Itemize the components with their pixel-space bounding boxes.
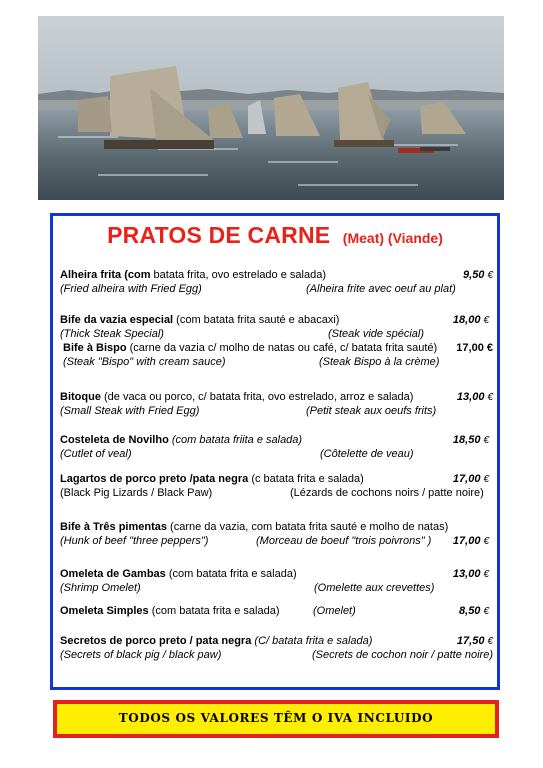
item-english: (Thick Steak Special): [60, 328, 164, 340]
item-french: (Côtelette de veau): [320, 448, 414, 460]
item-english: (Black Pig Lizards / Black Paw): [60, 487, 213, 499]
item-french: (Alheira frite avec oeuf au plat): [306, 283, 456, 295]
item-name: Bife da vazia especial: [60, 314, 174, 326]
item-french: (Lézards de cochons noirs / patte noire): [290, 487, 484, 499]
item-name: Bife à Três pimentas: [60, 521, 167, 533]
menu-item: [60, 472, 493, 500]
item-french: (Petit steak aux oeufs frits): [306, 405, 437, 417]
item-french: (Steak Bispo à la crème): [319, 356, 440, 368]
menu-item: [60, 313, 493, 341]
item-name: Omeleta Simples: [60, 605, 149, 617]
item-price: 9,50 €: [463, 269, 493, 281]
menu-title: PRATOS DE CARNE: [107, 222, 331, 248]
menu-item: [60, 634, 493, 662]
vat-notice-text: TODOS OS VALORES TÊM O IVA INCLUIDO: [118, 711, 434, 725]
item-french: (Omelette aux crevettes): [314, 582, 435, 594]
header-photo: [38, 16, 504, 200]
item-description: (com batata friita e salada): [168, 434, 303, 446]
item-price: 13,00 €: [452, 568, 489, 580]
item-french: (Steak vide spécial): [328, 328, 424, 340]
menu-box: [50, 213, 500, 690]
item-name-extra: (com: [121, 269, 151, 281]
item-name: Bife à Bispo: [63, 342, 127, 354]
menu-item: [60, 433, 493, 461]
item-name: Costeleta de Novilho: [60, 434, 169, 446]
item-price: 18,50 €: [452, 434, 489, 446]
item-name: Lagartos de porco preto /pata negra: [60, 473, 249, 485]
menu-subtitle: (Meat) (Viande): [342, 230, 443, 246]
sailing-boats-image: [38, 16, 504, 200]
item-description: (com batata frita sauté e abacaxi): [173, 314, 340, 326]
item-description: (carne da vazia, com batata frita sauté e molho de natas): [167, 521, 449, 533]
item-french: (Secrets de cochon noir / patte noire): [312, 649, 493, 661]
item-description: (carne da vazia c/ molho de natas ou café, c/ batata frita sauté): [126, 342, 438, 354]
item-price: 8,50 €: [459, 605, 489, 617]
item-french: (Morceau de boeuf "trois poivrons" ): [256, 535, 432, 547]
item-price: 17,00 €: [452, 473, 489, 485]
menu-item: [60, 520, 493, 548]
item-english: (Hunk of beef "three peppers"): [60, 535, 209, 547]
menu-title-row: [53, 222, 497, 249]
item-name: Bitoque: [60, 391, 101, 403]
item-english: (Steak "Bispo" with cream sauce): [63, 356, 226, 368]
menu-item: [63, 341, 493, 369]
item-price: 18,00 €: [452, 314, 489, 326]
item-name: Alheira frita: [60, 269, 122, 281]
menu-item: [60, 268, 493, 296]
item-description: (C/ batata frita e salada): [251, 635, 373, 647]
item-english: (Fried alheira with Fried Egg): [60, 283, 202, 295]
menu-item: [60, 604, 493, 618]
item-description: (de vaca ou porco, c/ batata frita, ovo estrelado, arroz e salada): [100, 391, 414, 403]
item-price: 17,00 €: [452, 535, 489, 547]
item-english: (Shrimp Omelet): [60, 582, 141, 594]
item-price: 17,50 €: [456, 635, 493, 647]
item-price: 17,00 €: [456, 342, 493, 354]
menu-item: [60, 390, 493, 418]
item-price: 13,00 €: [456, 391, 493, 403]
item-english: (Small Steak with Fried Egg): [60, 405, 200, 417]
item-french: (Omelet): [313, 605, 356, 617]
item-description: (com batata frita e salada): [165, 568, 297, 580]
menu-item: [60, 567, 493, 595]
vat-notice-banner: [53, 700, 499, 738]
item-name: Secretos de porco preto / pata negra: [60, 635, 252, 647]
item-name: Omeleta de Gambas: [60, 568, 166, 580]
item-description: (com batata frita e salada): [148, 605, 280, 617]
item-description: (c batata frita e salada): [248, 473, 364, 485]
item-english: (Secrets of black pig / black paw): [60, 649, 222, 661]
item-description: batata frita, ovo estrelado e salada): [150, 269, 326, 281]
item-english: (Cutlet of veal): [60, 448, 132, 460]
